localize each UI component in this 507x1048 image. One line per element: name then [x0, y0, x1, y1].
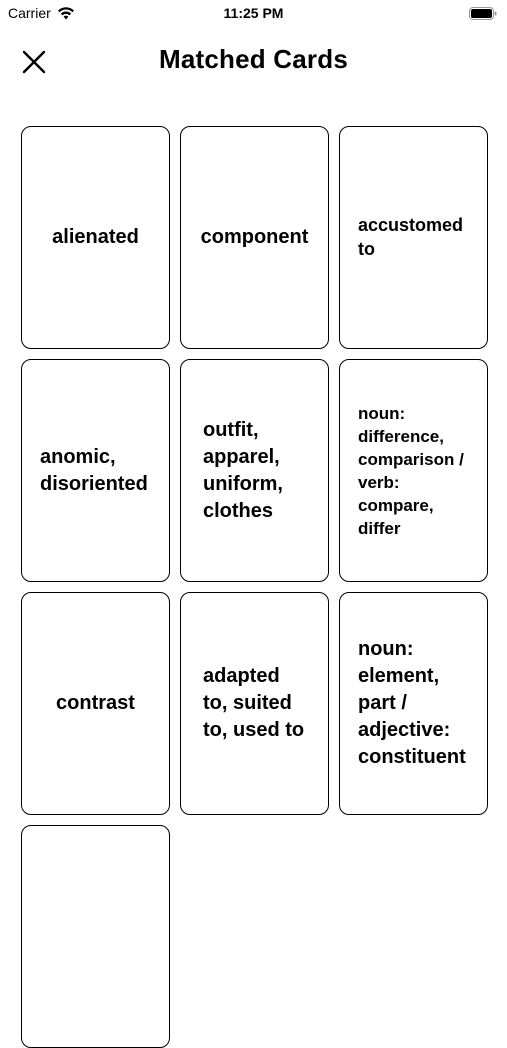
navigation-bar [0, 30, 507, 92]
carrier-label: Carrier [8, 5, 51, 21]
card[interactable] [21, 126, 170, 349]
card-text: outfit, apparel, uniform, clothes [203, 418, 283, 522]
card-text: anomic, disoriented [40, 445, 148, 495]
card-text: alienated [52, 226, 139, 248]
status-time: 11:25 PM [223, 5, 284, 21]
card-text: accustomed to [358, 214, 464, 259]
card-text: adapted to, suited to, used to [203, 665, 305, 741]
card[interactable] [21, 359, 170, 582]
card[interactable] [180, 592, 329, 815]
card[interactable] [339, 359, 488, 582]
matched-cards-grid [21, 126, 489, 1048]
card-text: noun: difference, comparison / verb: compare, differ [358, 403, 464, 538]
card[interactable] [21, 825, 170, 1048]
card-text: noun: element, part / adjective: constituent [358, 638, 466, 768]
page-title: Matched Cards [159, 44, 348, 74]
card-text: contrast [56, 692, 135, 714]
status-bar [0, 0, 507, 30]
card[interactable] [21, 592, 170, 815]
card-text: component [200, 226, 309, 248]
card[interactable] [339, 126, 488, 349]
battery-icon [469, 7, 497, 20]
card[interactable] [180, 126, 329, 349]
card[interactable] [339, 592, 488, 815]
card[interactable] [180, 359, 329, 582]
